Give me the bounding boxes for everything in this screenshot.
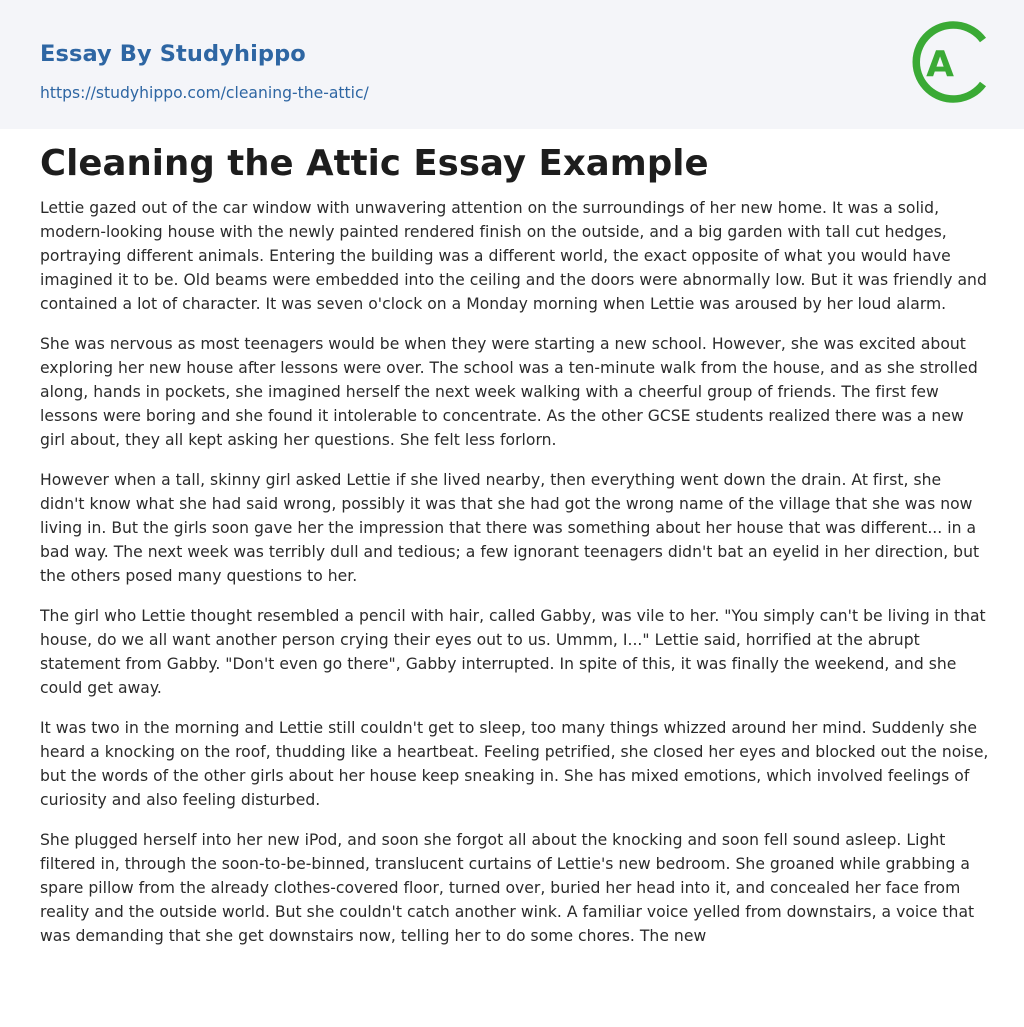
essay-paragraph: However when a tall, skinny girl asked Lettie if she lived nearby, then everything went down the drain. At first, she didn't know what she had said wrong, possibly it was that she had got the wrong name of the village that she was now living in. But the girls soon gave her the impression that there was something about her house that was different... in a bad way. The next week was terribly dull and tedious; a few ignorant teenagers didn't bat an eyelid in her direction, but the others posed many questions to her.	[40, 471, 980, 585]
essay-paragraph: The girl who Lettie thought resembled a pencil with hair, called Gabby, was vile to her. "You simply can't be living in that house, do we all want another person crying their eyes out to us. Ummm, I..." Lettie said, horrified at the abrupt statement from Gabby. "Don't even go there", Gabby interrupted. In spite of this, it was finally the weekend, and she could get away.	[40, 607, 986, 697]
essay-paragraph: It was two in the morning and Lettie still couldn't get to sleep, too many things whizzed around her mind. Suddenly she heard a knocking on the roof, thudding like a heartbeat. Feeling petrified, she closed her eyes and blocked out the noise, but the words of the other girls about her house keep sneaking in. She has mixed emotions, which involved feelings of curiosity and also feeling disturbed.	[40, 719, 989, 809]
essay-body	[40, 196, 990, 986]
page-title: Cleaning the Attic Essay Example	[40, 143, 709, 184]
studyhippo-logo-icon[interactable]	[911, 18, 987, 106]
page-url-link[interactable]: https://studyhippo.com/cleaning-the-attic/	[40, 84, 369, 102]
essay-paragraph: She was nervous as most teenagers would be when they were starting a new school. However, she was excited about exploring her new house after lessons were over. The school was a ten-minute walk from the house, and as she strolled along, hands in pockets, she imagined herself the next week walking with a cheerful group of friends. The first few lessons were boring and she found it intolerable to concentrate. As the other GCSE students realized there was a new girl about, they all kept asking her questions. She felt less forlorn.	[40, 335, 978, 449]
site-brand[interactable]: Essay By Studyhippo	[40, 41, 306, 67]
site-header	[0, 0, 1024, 129]
essay-paragraph: She plugged herself into her new iPod, and soon she forgot all about the knocking and soon fell sound asleep. Light filtered in, through the soon-to-be-binned, translucent curtains of Lettie's new bedroom. She groaned while grabbing a spare pillow from the already clothes-covered floor, turned over, buried her head into it, and concealed her face from reality and the outside world. But she couldn't catch another wink. A familiar voice yelled from downstairs, a voice that was demanding that she get downstairs now, telling her to do some chores. The new	[40, 831, 975, 945]
essay-paragraph: Lettie gazed out of the car window with unwavering attention on the surroundings of her new home. It was a solid, modern-looking house with the newly painted rendered finish on the outside, and a big garden with tall cut hedges, portraying different animals. Entering the building was a different world, the exact opposite of what you would have imagined it to be. Old beams were embedded into the ceiling and the doors were abnormally low. But it was friendly and contained a lot of character. It was seven o'clock on a Monday morning when Lettie was aroused by her loud alarm.	[40, 199, 987, 313]
logo-letter: A	[926, 44, 954, 85]
